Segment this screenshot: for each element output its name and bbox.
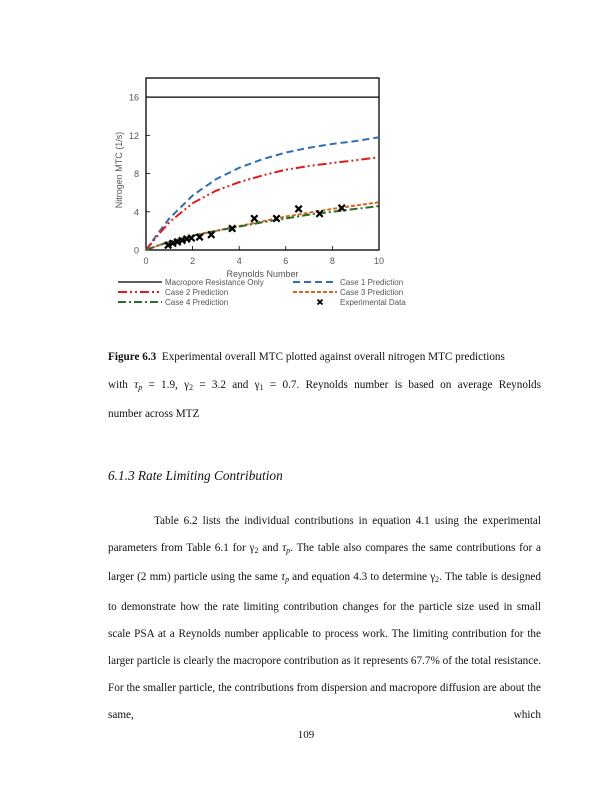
legend-label: Case 1 Prediction xyxy=(340,278,404,287)
x-tick-label: 8 xyxy=(329,256,335,266)
figure-label: Figure 6.3 xyxy=(108,351,157,363)
x-tick-label: 0 xyxy=(143,256,149,266)
y-tick-label: 12 xyxy=(128,130,139,141)
y-tick-label: 16 xyxy=(128,92,139,103)
x-axis-label: Reynolds Number xyxy=(226,269,299,279)
caption-line-2: with $\tau_p = 1.9$, $\gamma_2 = 3.2$ and $\gamma_1 = 0.7$. Reynolds number is based on average Reynolds xyxy=(108,378,541,392)
x-tick-label: 4 xyxy=(236,256,242,266)
caption-line-1: Figure 6.3 Experimental overall MTC plotted against overall nitrogen MTC predictions xyxy=(108,351,505,363)
series-line xyxy=(146,137,379,250)
x-tick-label: 2 xyxy=(190,256,196,266)
body-paragraph: Table 6.2 lists the individual contributions in equation 4.1 using the experimental parameters from Table 6.1 for $\gamma_2$ and $\tau_p$. The table also compares the same contributions for a larger (2 mm) particle using the same $\tau_p$ and equation 4.3 to determine $\gamma_2$. The table is designed to demonstrate how the rate limiting contribution changes for the particle size used in small scale PSA at a Reynolds number applicable to process work. The limiting contribution for the larger particle is clearly the macropore contribution as it represents 67.7% of the total resistance. For the smaller particle, the contributions from dispersion and macropore diffusion are about the same, which xyxy=(108,515,541,722)
y-tick-label: 8 xyxy=(133,169,139,180)
legend-label: Case 3 Prediction xyxy=(340,288,404,297)
data-point-marker xyxy=(295,206,301,212)
y-tick-label: 4 xyxy=(133,207,139,218)
chart-canvas xyxy=(100,70,420,320)
legend-marker-icon xyxy=(318,300,323,305)
page-number: 109 xyxy=(297,729,315,741)
y-tick-label: 0 xyxy=(133,245,139,256)
plot-frame xyxy=(146,78,379,250)
section-heading: 6.1.3 Rate Limiting Contribution xyxy=(108,468,283,483)
legend-label: Experimental Data xyxy=(340,298,406,307)
legend-label: Case 4 Prediction xyxy=(165,298,229,307)
legend-label: Case 2 Prediction xyxy=(165,288,229,297)
series-line xyxy=(146,157,379,250)
x-tick-label: 10 xyxy=(373,256,385,266)
data-point-marker xyxy=(251,215,257,221)
y-axis-label: Nitrogen MTC (1/s) xyxy=(114,131,124,209)
x-tick-label: 6 xyxy=(283,256,289,266)
legend-label: Macropore Resistance Only xyxy=(165,278,264,287)
figure-caption xyxy=(108,344,541,428)
figure-6-3-chart xyxy=(100,70,420,320)
caption-line-3: number across MTZ xyxy=(108,407,200,420)
